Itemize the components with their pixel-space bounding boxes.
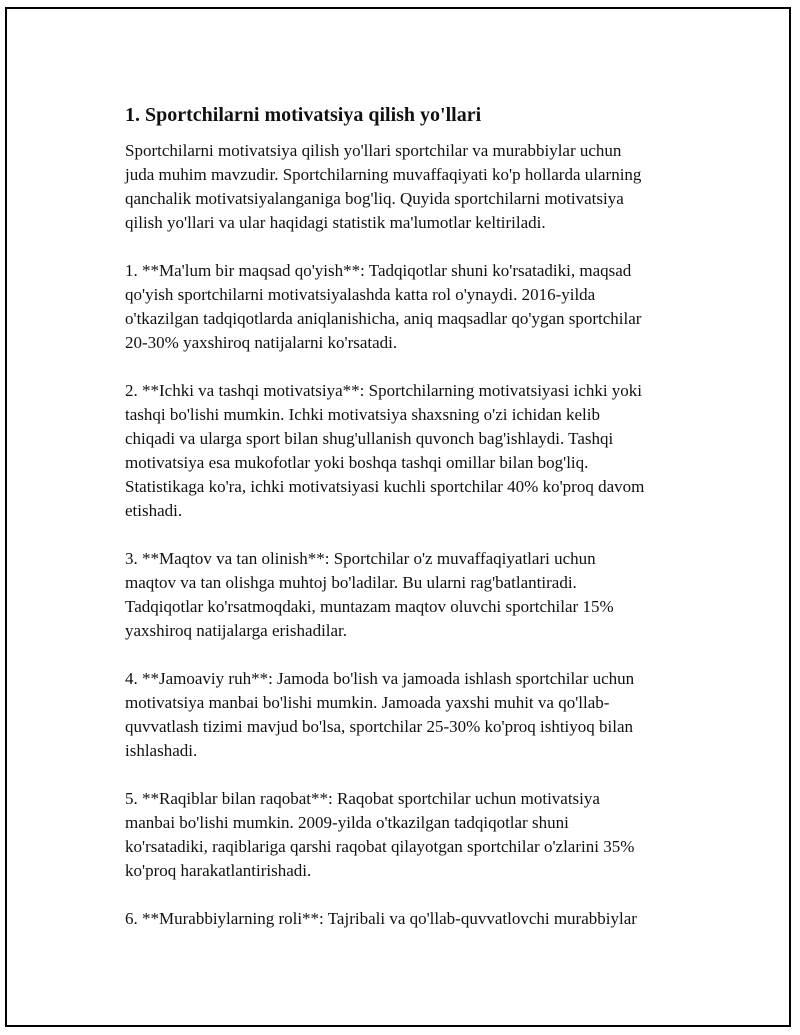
text-line: qo'yish sportchilarni motivatsiyalashda katta rol o'ynaydi. 2016-yilda bbox=[125, 285, 596, 304]
text-line: juda muhim mavzudir. Sportchilarning muvaffaqiyati ko'p hollarda ularning bbox=[125, 165, 642, 184]
text-line: Sportchilarni motivatsiya qilish yo'llari sportchilar va murabbiylar uchun bbox=[125, 141, 622, 160]
list-item-praise bbox=[125, 547, 695, 643]
page-frame bbox=[5, 7, 791, 1027]
text-line: 6. **Murabbiylarning roli**: Tajribali va qo'llab-quvvatlovchi murabbiylar bbox=[125, 909, 637, 928]
text-line: ishlashadi. bbox=[125, 741, 198, 760]
text-line: 4. **Jamoaviy ruh**: Jamoda bo'lish va jamoada ishlash sportchilar uchun bbox=[125, 669, 635, 688]
section-heading: 1. Sportchilarni motivatsiya qilish yo'llari bbox=[125, 104, 482, 126]
list-item-team-spirit bbox=[125, 667, 695, 763]
text-line: Tadqiqotlar ko'rsatmoqdaki, muntazam maqtov oluvchi sportchilar 15% bbox=[125, 597, 614, 616]
text-line: maqtov va tan olishga muhtoj bo'ladilar. Bu ularni rag'batlantiradi. bbox=[125, 573, 577, 592]
list-item-goal-setting bbox=[125, 259, 695, 355]
text-line: 1. **Ma'lum bir maqsad qo'yish**: Tadqiqotlar shuni ko'rsatadiki, maqsad bbox=[125, 261, 632, 280]
text-line: 5. **Raqiblar bilan raqobat**: Raqobat sportchilar uchun motivatsiya bbox=[125, 789, 600, 808]
text-line: chiqadi va ularga sport bilan shug'ullanish quvonch bag'ishlaydi. Tashqi bbox=[125, 429, 614, 448]
text-line: motivatsiya esa mukofotlar yoki boshqa tashqi omillar bilan bog'liq. bbox=[125, 453, 589, 472]
text-line: etishadi. bbox=[125, 501, 183, 520]
list-item-coaches-role bbox=[125, 907, 695, 931]
text-line: 20-30% yaxshiroq natijalarni ko'rsatadi. bbox=[125, 333, 398, 352]
text-line: 3. **Maqtov va tan olinish**: Sportchilar o'z muvaffaqiyatlari uchun bbox=[125, 549, 596, 568]
document-body bbox=[125, 101, 695, 955]
text-line: ko'rsatadiki, raqiblariga qarshi raqobat qilayotgan sportchilar o'zlarini 35% bbox=[125, 837, 635, 856]
list-item-motivation-types bbox=[125, 379, 695, 523]
list-item-competition bbox=[125, 787, 695, 883]
text-line: yaxshiroq natijalarga erishadilar. bbox=[125, 621, 348, 640]
text-line: motivatsiya manbai bo'lishi mumkin. Jamoada yaxshi muhit va qo'llab- bbox=[125, 693, 610, 712]
text-line: 2. **Ichki va tashqi motivatsiya**: Sportchilarning motivatsiyasi ichki yoki bbox=[125, 381, 643, 400]
intro-paragraph bbox=[125, 139, 695, 235]
text-line: quvvatlash tizimi mavjud bo'lsa, sportchilar 25-30% ko'proq ishtiyoq bilan bbox=[125, 717, 634, 736]
text-line: qilish yo'llari va ular haqidagi statistik ma'lumotlar keltiriladi. bbox=[125, 213, 546, 232]
text-line: manbai bo'lishi mumkin. 2009-yilda o'tkazilgan tadqiqotlar shuni bbox=[125, 813, 569, 832]
text-line: ko'proq harakatlantirishadi. bbox=[125, 861, 312, 880]
text-line: qanchalik motivatsiyalanganiga bog'liq. Quyida sportchilarni motivatsiya bbox=[125, 189, 624, 208]
text-line: Statistikaga ko'ra, ichki motivatsiyasi kuchli sportchilar 40% ko'proq davom bbox=[125, 477, 645, 496]
text-line: o'tkazilgan tadqiqotlarda aniqlanishicha, aniq maqsadlar qo'ygan sportchilar bbox=[125, 309, 642, 328]
text-line: tashqi bo'lishi mumkin. Ichki motivatsiya shaxsning o'zi ichidan kelib bbox=[125, 405, 600, 424]
